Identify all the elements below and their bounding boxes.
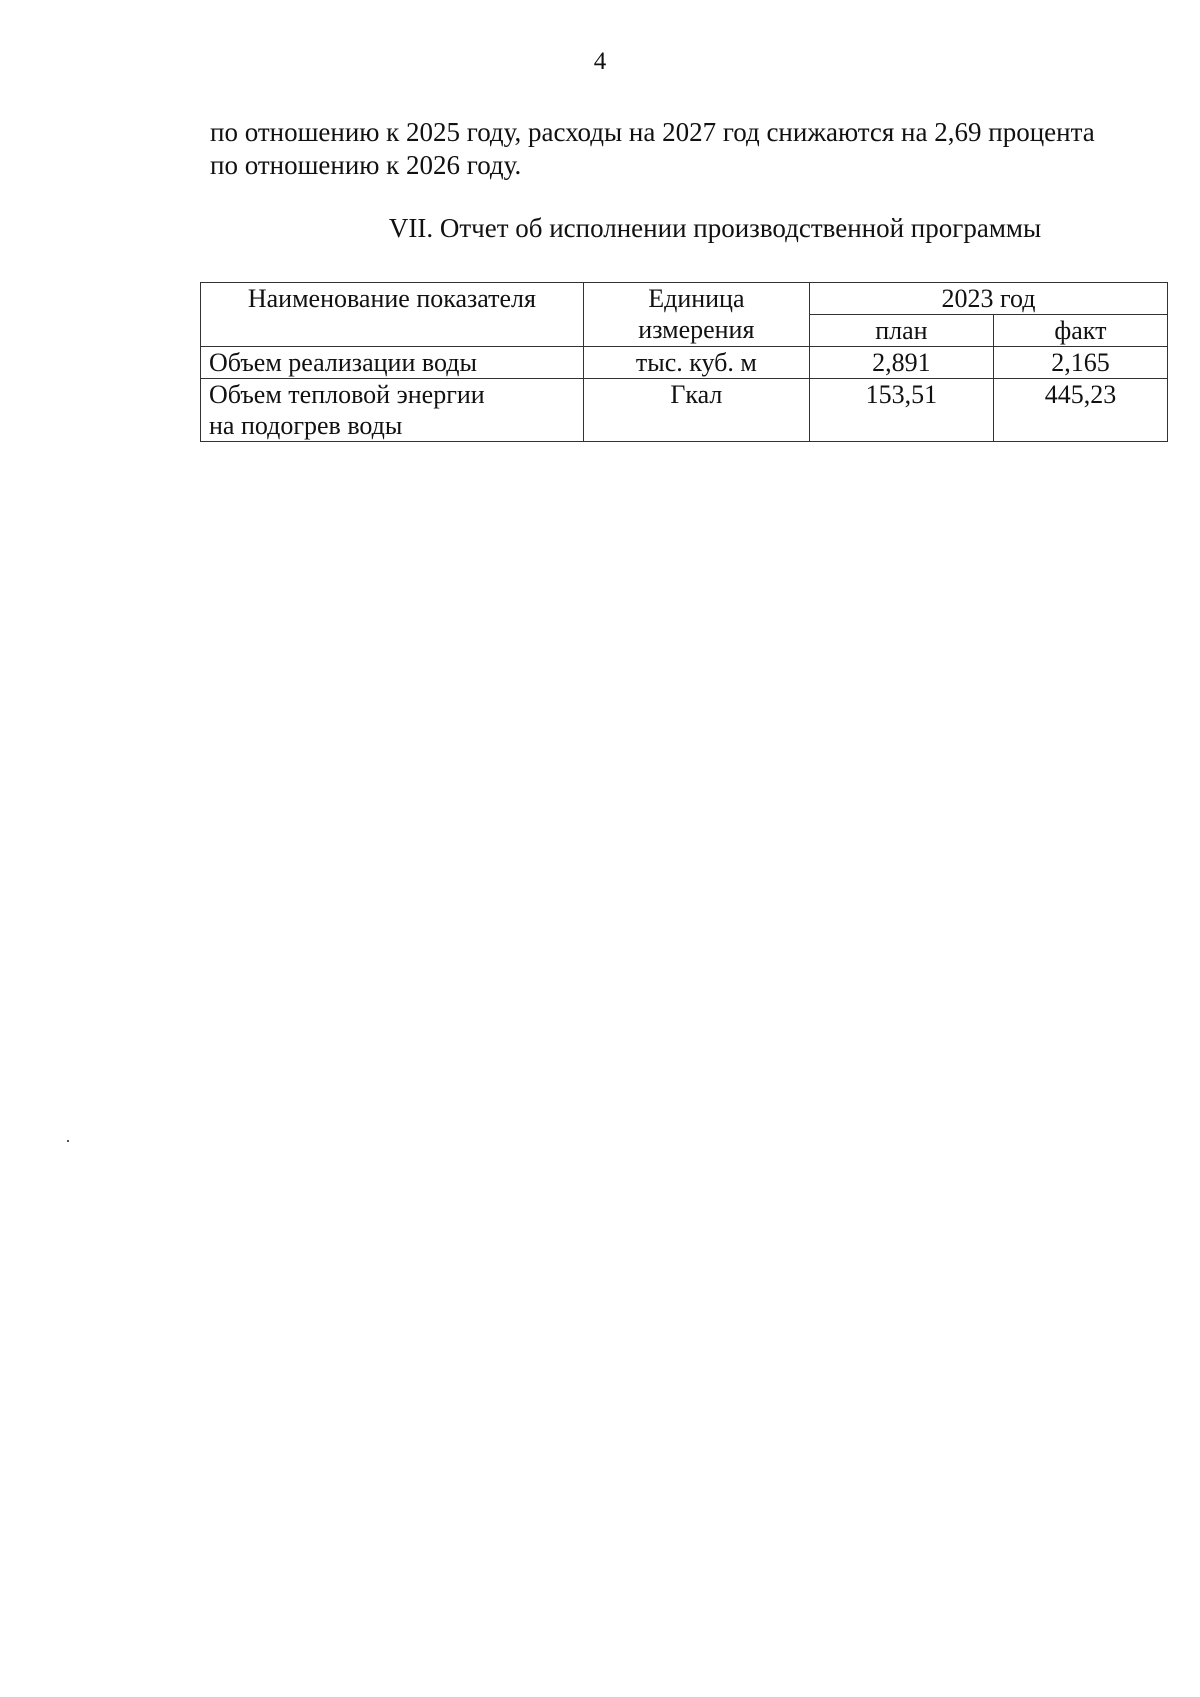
production-program-report-table [200,282,1168,442]
row-indicator-name: Объем реализации воды [201,347,584,379]
header-fact: факт [993,315,1167,347]
row-fact-value: 445,23 [993,379,1167,442]
row-indicator-name: Объем тепловой энергии на подогрев воды [201,379,584,442]
header-year: 2023 год [809,283,1167,315]
row-plan-value: 153,51 [809,379,993,442]
page-number: 4 [593,48,607,75]
header-indicator-name: Наименование показателя [201,283,584,347]
body-paragraph [210,116,1170,182]
table-header-row-1 [201,283,1168,315]
header-plan: план [809,315,993,347]
row-unit: Гкал [583,379,809,442]
paragraph-line-2: по отношению к 2026 году. [210,150,522,180]
paragraph-line-1: по отношению к 2025 году, расходы на 2027 год снижаются на 2,69 процента [210,117,1095,147]
row-unit: тыс. куб. м [583,347,809,379]
header-unit: Единица измерения [583,283,809,347]
table-row [201,379,1168,442]
row-fact-value: 2,165 [993,347,1167,379]
row-plan-value: 2,891 [809,347,993,379]
scan-speck [67,1140,69,1142]
section-title: VII. Отчет об исполнении производственной программы [388,213,1042,243]
table-row [201,347,1168,379]
